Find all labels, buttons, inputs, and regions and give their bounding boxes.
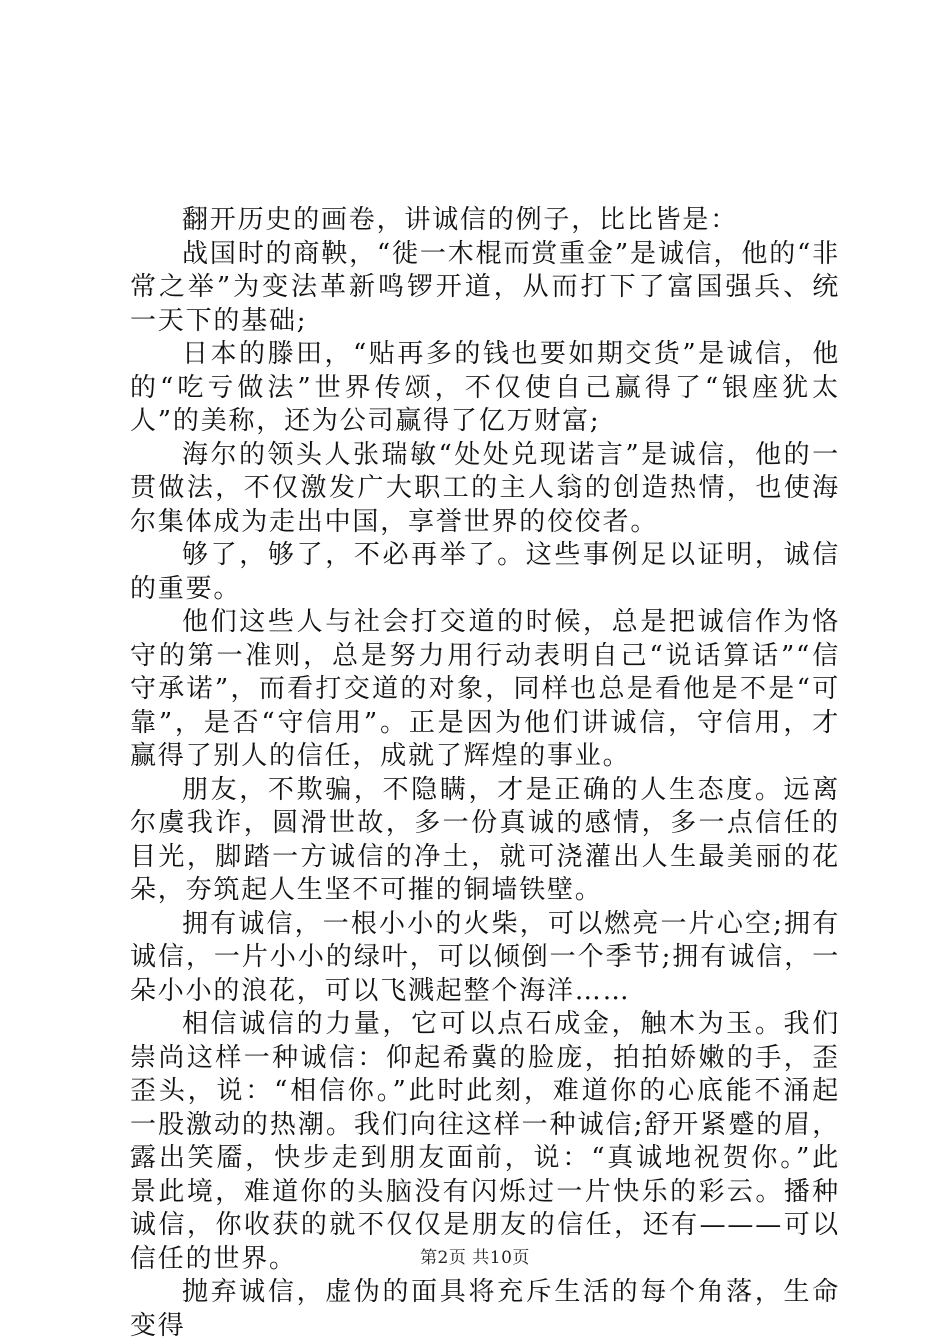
paragraph-5: 够了，够了，不必再举了。这些事例足以证明，诚信的重要。	[130, 540, 840, 604]
paragraph-2: 战国时的商鞅，“徙一木棍而赏重金”是诚信，他的“非常之举”为变法革新鸣锣开道，从而打下了富国强兵、统一天下的基础;	[130, 238, 840, 336]
document-body	[130, 204, 840, 1343]
paragraph-3: 日本的滕田，“贴再多的钱也要如期交货”是诚信，他的“吃亏做法”世界传颂，不仅使自己赢得了“银座犹太人”的美称，还为公司赢得了亿万财富;	[130, 339, 840, 436]
paragraph-9: 相信诚信的力量，它可以点石成金，触木为玉。我们崇尚这样一种诚信：仰起希冀的脸庞，拍拍娇嫩的手，歪歪头，说：“相信你。”此时此刻，难道你的心底能不涌起一股激动的热潮。我们向往这样一种诚信;舒开紧蹙的眉，露出笑靥，快步走到朋友面前，说：“真诚地祝贺你。”此景此境，难道你的头脑没有闪烁过一片快乐的彩云。播种诚信，你收获的就不仅仅是朋友的信任，还有———可以信任的世界。	[130, 1009, 840, 1274]
paragraph-1: 翻开历史的画卷，讲诚信的例子，比比皆是：	[182, 205, 739, 235]
paragraph-6: 他们这些人与社会打交道的时候，总是把诚信作为恪守的第一准则，总是努力用行动表明自己“说话算话”“信守承诺”，而看打交道的对象，同样也总是看他是不是“可靠”，是否“守信用”。正是因为他们讲诚信，守信用，才赢得了别人的信任，成就了辉煌的事业。	[130, 607, 840, 771]
paragraph-7: 朋友，不欺骗，不隐瞒，才是正确的人生态度。远离尔虞我诈，圆滑世故，多一份真诚的感情，多一点信任的目光，脚踏一方诚信的净土，就可浇灌出人生最美丽的花朵，夯筑起人生坚不可摧的铜墙铁壁。	[130, 774, 840, 905]
paragraph-4: 海尔的领头人张瑞敏“处处兑现诺言”是诚信，他的一贯做法，不仅激发广大职工的主人翁的创造热情，也使海尔集体成为走出中国，享誉世界的佼佼者。	[130, 439, 840, 537]
paragraph-8: 拥有诚信，一根小小的火柴，可以燃亮一片心空;拥有诚信，一片小小的绿叶，可以倾倒一个季节;拥有诚信，一朵小小的浪花，可以飞溅起整个海洋……	[130, 908, 840, 1006]
paragraph-10: 抛弃诚信，虚伪的面具将充斥生活的每个角落，生命变得	[130, 1277, 840, 1341]
page-number-footer: 第2页 共10页	[420, 1248, 530, 1268]
